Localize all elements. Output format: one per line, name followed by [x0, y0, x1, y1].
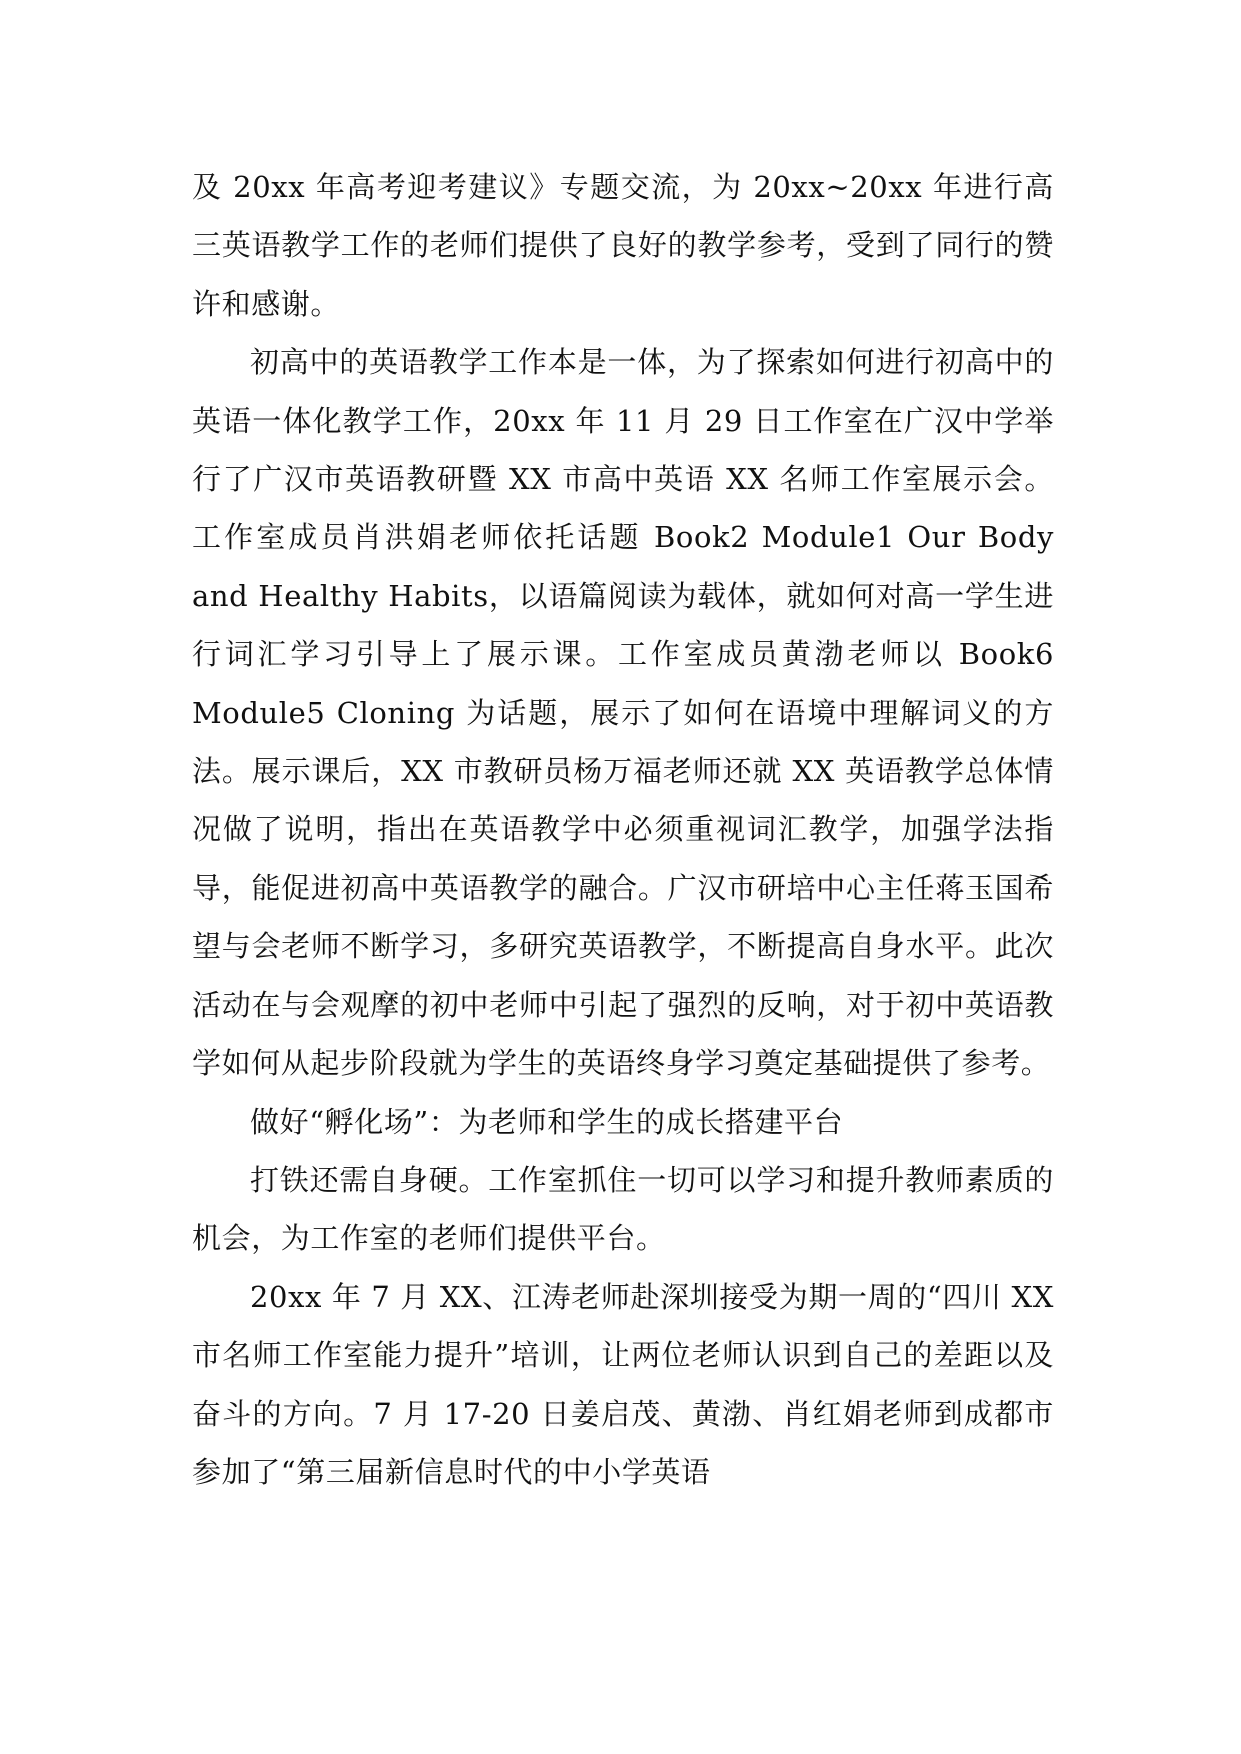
- section-heading: 做好“孵化场”：为老师和学生的成长搭建平台: [250, 1104, 844, 1139]
- document-body: [192, 158, 1054, 1501]
- paragraph-4: 20xx 年 7 月 XX、江涛老师赴深圳接受为期一周的“四川 XX 市名师工作室能力提升”培训，让两位老师认识到自己的差距以及奋斗的方向。7 月 17-20 日姜启茂、黄渤、肖红娟老师到成都市参加了“第三届新信息时代的中小学英语: [192, 1279, 1054, 1489]
- paragraph-2: 初高中的英语教学工作本是一体，为了探索如何进行初高中的英语一体化教学工作，20xx 年 11 月 29 日工作室在广汉中学举行了广汉市英语教研暨 XX 市高中英语 XX 名师工作室展示会。工作室成员肖洪娟老师依托话题 Book2 Module1 Our Body and Healthy Habits，以语篇阅读为载体，就如何对高一学生进行词汇学习引导上了展示课。工作室成员黄渤老师以 Book6 Module5 Cloning 为话题，展示了如何在语境中理解词义的方法。展示课后，XX 市教研员杨万福老师还就 XX 英语教学总体情况做了说明，指出在英语教学中必须重视词汇教学，加强学法指导，能促进初高中英语教学的融合。广汉市研培中心主任蒋玉国希望与会老师不断学习，多研究英语教学，不断提高自身水平。此次活动在与会观摩的初中老师中引起了强烈的反响，对于初中英语教学如何从起步阶段就为学生的英语终身学习奠定基础提供了参考。: [192, 345, 1054, 1081]
- paragraph-1: 及 20xx 年高考迎考建议》专题交流，为 20xx~20xx 年进行高三英语教学工作的老师们提供了良好的教学参考，受到了同行的赞许和感谢。: [192, 170, 1054, 321]
- paragraph-3: 打铁还需自身硬。工作室抓住一切可以学习和提升教师素质的机会，为工作室的老师们提供平台。: [192, 1162, 1054, 1256]
